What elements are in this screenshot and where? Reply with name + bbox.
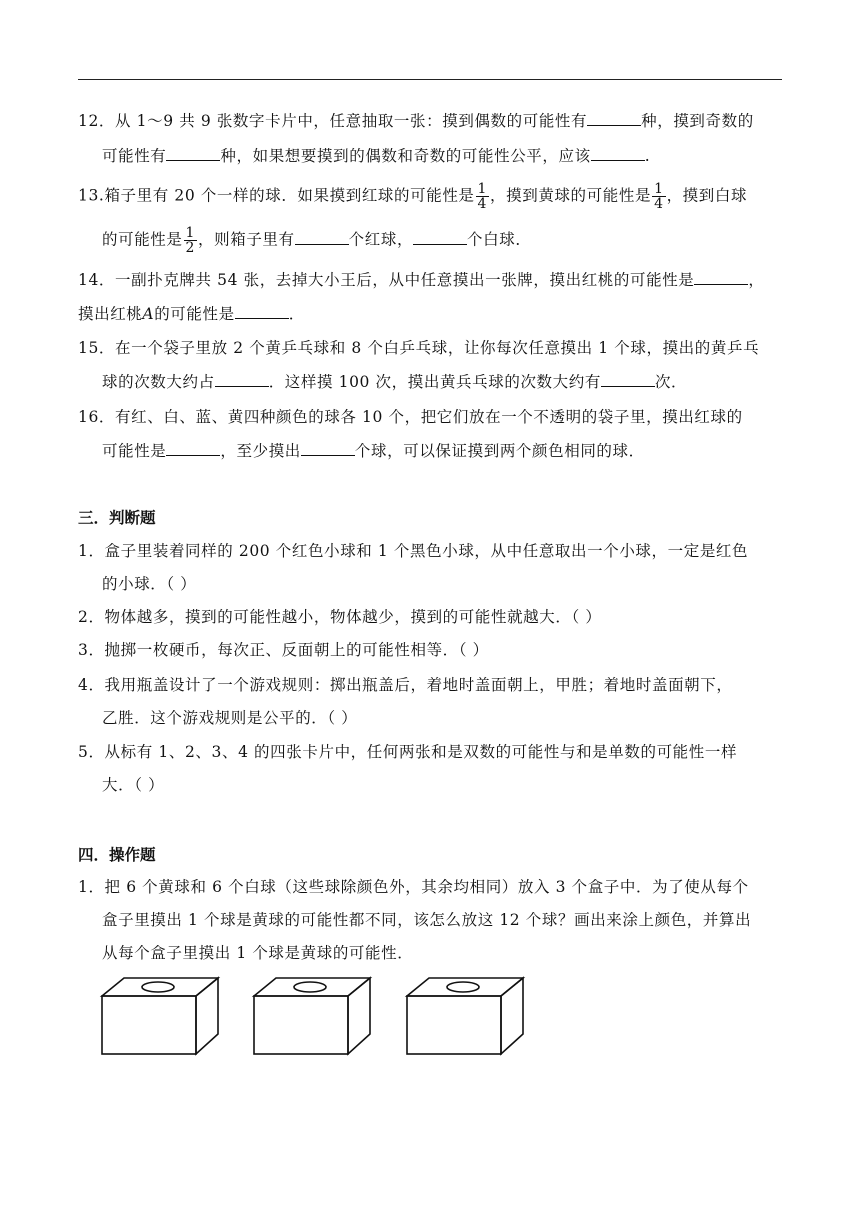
- answer-blank[interactable]: [215, 372, 269, 387]
- answer-blank[interactable]: [301, 441, 355, 456]
- q14-text: ．: [288, 305, 305, 323]
- q13-text: ，摸到黄球的可能性是: [490, 186, 652, 205]
- q16-line2: [102, 441, 645, 461]
- op-q1-line2: 盒子里摸出 1 个球是黄球的可能性都不同，该怎么放这 12 个球？画出来涂上颜色，并算出: [102, 911, 752, 929]
- q13-line2: [102, 226, 531, 255]
- box-1: [102, 978, 218, 1054]
- q12-text: 种，如果想要摸到的偶数和奇数的可能性公平，应该: [220, 147, 591, 165]
- q15-line2: [102, 372, 687, 392]
- q12-line2: [102, 146, 650, 166]
- judge-q1-line2: 的小球．（ ）: [102, 575, 197, 593]
- q14-line1: [78, 270, 765, 290]
- op-q1-line1: 1．把 6 个黄球和 6 个白球（这些球除颜色外，其余均相同）放入 3 个盒子中．为了使从每个: [78, 878, 749, 896]
- fraction-denominator: 2: [185, 240, 196, 256]
- header-rule: [78, 79, 782, 80]
- judge-q3-line1: 3．抛掷一枚硬币，每次正、反面朝上的可能性相等．（ ）: [78, 641, 489, 659]
- q13-text: ，则箱子里有: [198, 230, 295, 249]
- q15-text: ．这样摸 100 次，摸出黄兵乓球的次数大约有: [268, 373, 601, 391]
- q13-text: 13.箱子里有 20 个一样的球．如果摸到红球的可能性是: [78, 186, 475, 205]
- judge-q4-line1: 4．我用瓶盖设计了一个游戏规则：掷出瓶盖后，着地时盖面朝上，甲胜；着地时盖面朝下，: [78, 676, 733, 694]
- q15-line1: [78, 338, 759, 358]
- fraction-numerator: 1: [185, 225, 196, 241]
- fraction-denominator: 4: [477, 196, 488, 212]
- q13-text: 个红球，: [348, 230, 414, 249]
- q12-text: .: [644, 147, 651, 165]
- q16-text: ，至少摸出: [220, 442, 301, 460]
- fraction: [652, 182, 666, 211]
- judge-q4-line2: 乙胜．这个游戏规则是公平的．（ ）: [102, 709, 358, 727]
- box-2: [254, 978, 370, 1054]
- judge-q2-line1: 2．物体越多，摸到的可能性越小，物体越少，摸到的可能性就越大．（ ）: [78, 608, 602, 626]
- q14-text: 的可能性是: [154, 305, 235, 323]
- judge-q5-line2: 大．（ ）: [102, 776, 165, 794]
- answer-blank[interactable]: [694, 270, 748, 285]
- fraction: [476, 182, 490, 211]
- fraction-denominator: 4: [654, 196, 664, 212]
- q12-line1: [78, 111, 754, 131]
- boxes-figure: [98, 976, 538, 1062]
- q15-text: 球的次数大约占: [102, 373, 215, 391]
- answer-blank[interactable]: [166, 441, 220, 456]
- q14-line2: [78, 304, 305, 324]
- op-q1-line3: 从每个盒子里摸出 1 个球是黄球的可能性．: [102, 944, 414, 962]
- answer-blank[interactable]: [235, 304, 289, 319]
- q14-text: A: [142, 305, 155, 323]
- q16-text: 可能性是: [102, 442, 167, 460]
- fraction-numerator: 1: [477, 181, 488, 197]
- fraction: [184, 226, 198, 255]
- q14-text: ，: [748, 271, 765, 289]
- answer-blank[interactable]: [591, 146, 645, 161]
- q12-text: 可能性有: [102, 147, 167, 165]
- answer-blank[interactable]: [601, 372, 655, 387]
- q14-text: 摸出红桃: [78, 305, 143, 323]
- section-title-operation: 四．操作题: [78, 846, 156, 864]
- answer-blank[interactable]: [413, 230, 467, 245]
- q13-line1: [78, 182, 747, 211]
- q13-text: 个白球．: [467, 230, 532, 249]
- judge-q1-line1: 1．盒子里装着同样的 200 个红色小球和 1 个黑色小球，从中任意取出一个小球，一定是红色: [78, 542, 749, 560]
- q13-text: 的可能性是: [102, 230, 183, 249]
- q12-text: 种，摸到奇数的: [641, 112, 754, 130]
- q16-text: 16．有红、白、蓝、黄四种颜色的球各 10 个，把它们放在一个不透明的袋子里，摸出红球的: [78, 408, 743, 426]
- section-title-judgment: 三．判断题: [78, 509, 156, 527]
- q15-text: 次．: [654, 373, 688, 391]
- answer-blank[interactable]: [295, 230, 349, 245]
- answer-blank[interactable]: [166, 146, 220, 161]
- q15-text: 15．在一个袋子里放 2 个黄乒乓球和 8 个白乒乓球，让你每次任意摸出 1 个球，摸出的黄乒乓: [78, 339, 760, 357]
- q12-text: 12．从 1～9 共 9 张数字卡片中，任意抽取一张：摸到偶数的可能性有: [78, 112, 588, 130]
- judge-q5-line1: 5．从标有 1、2、3、4 的四张卡片中，任何两张和是双数的可能性与和是单数的可能性一样: [78, 743, 738, 761]
- fraction-numerator: 1: [654, 181, 664, 197]
- q16-text: 个球，可以保证摸到两个颜色相同的球．: [354, 442, 645, 460]
- q16-line1: [78, 407, 743, 427]
- answer-blank[interactable]: [587, 111, 641, 126]
- q14-text: 14．一副扑克牌共 54 张，去掉大小王后，从中任意摸出一张牌，摸出红桃的可能性是: [78, 271, 695, 289]
- box-3: [407, 978, 523, 1054]
- q13-text: ，摸到白球: [666, 186, 748, 205]
